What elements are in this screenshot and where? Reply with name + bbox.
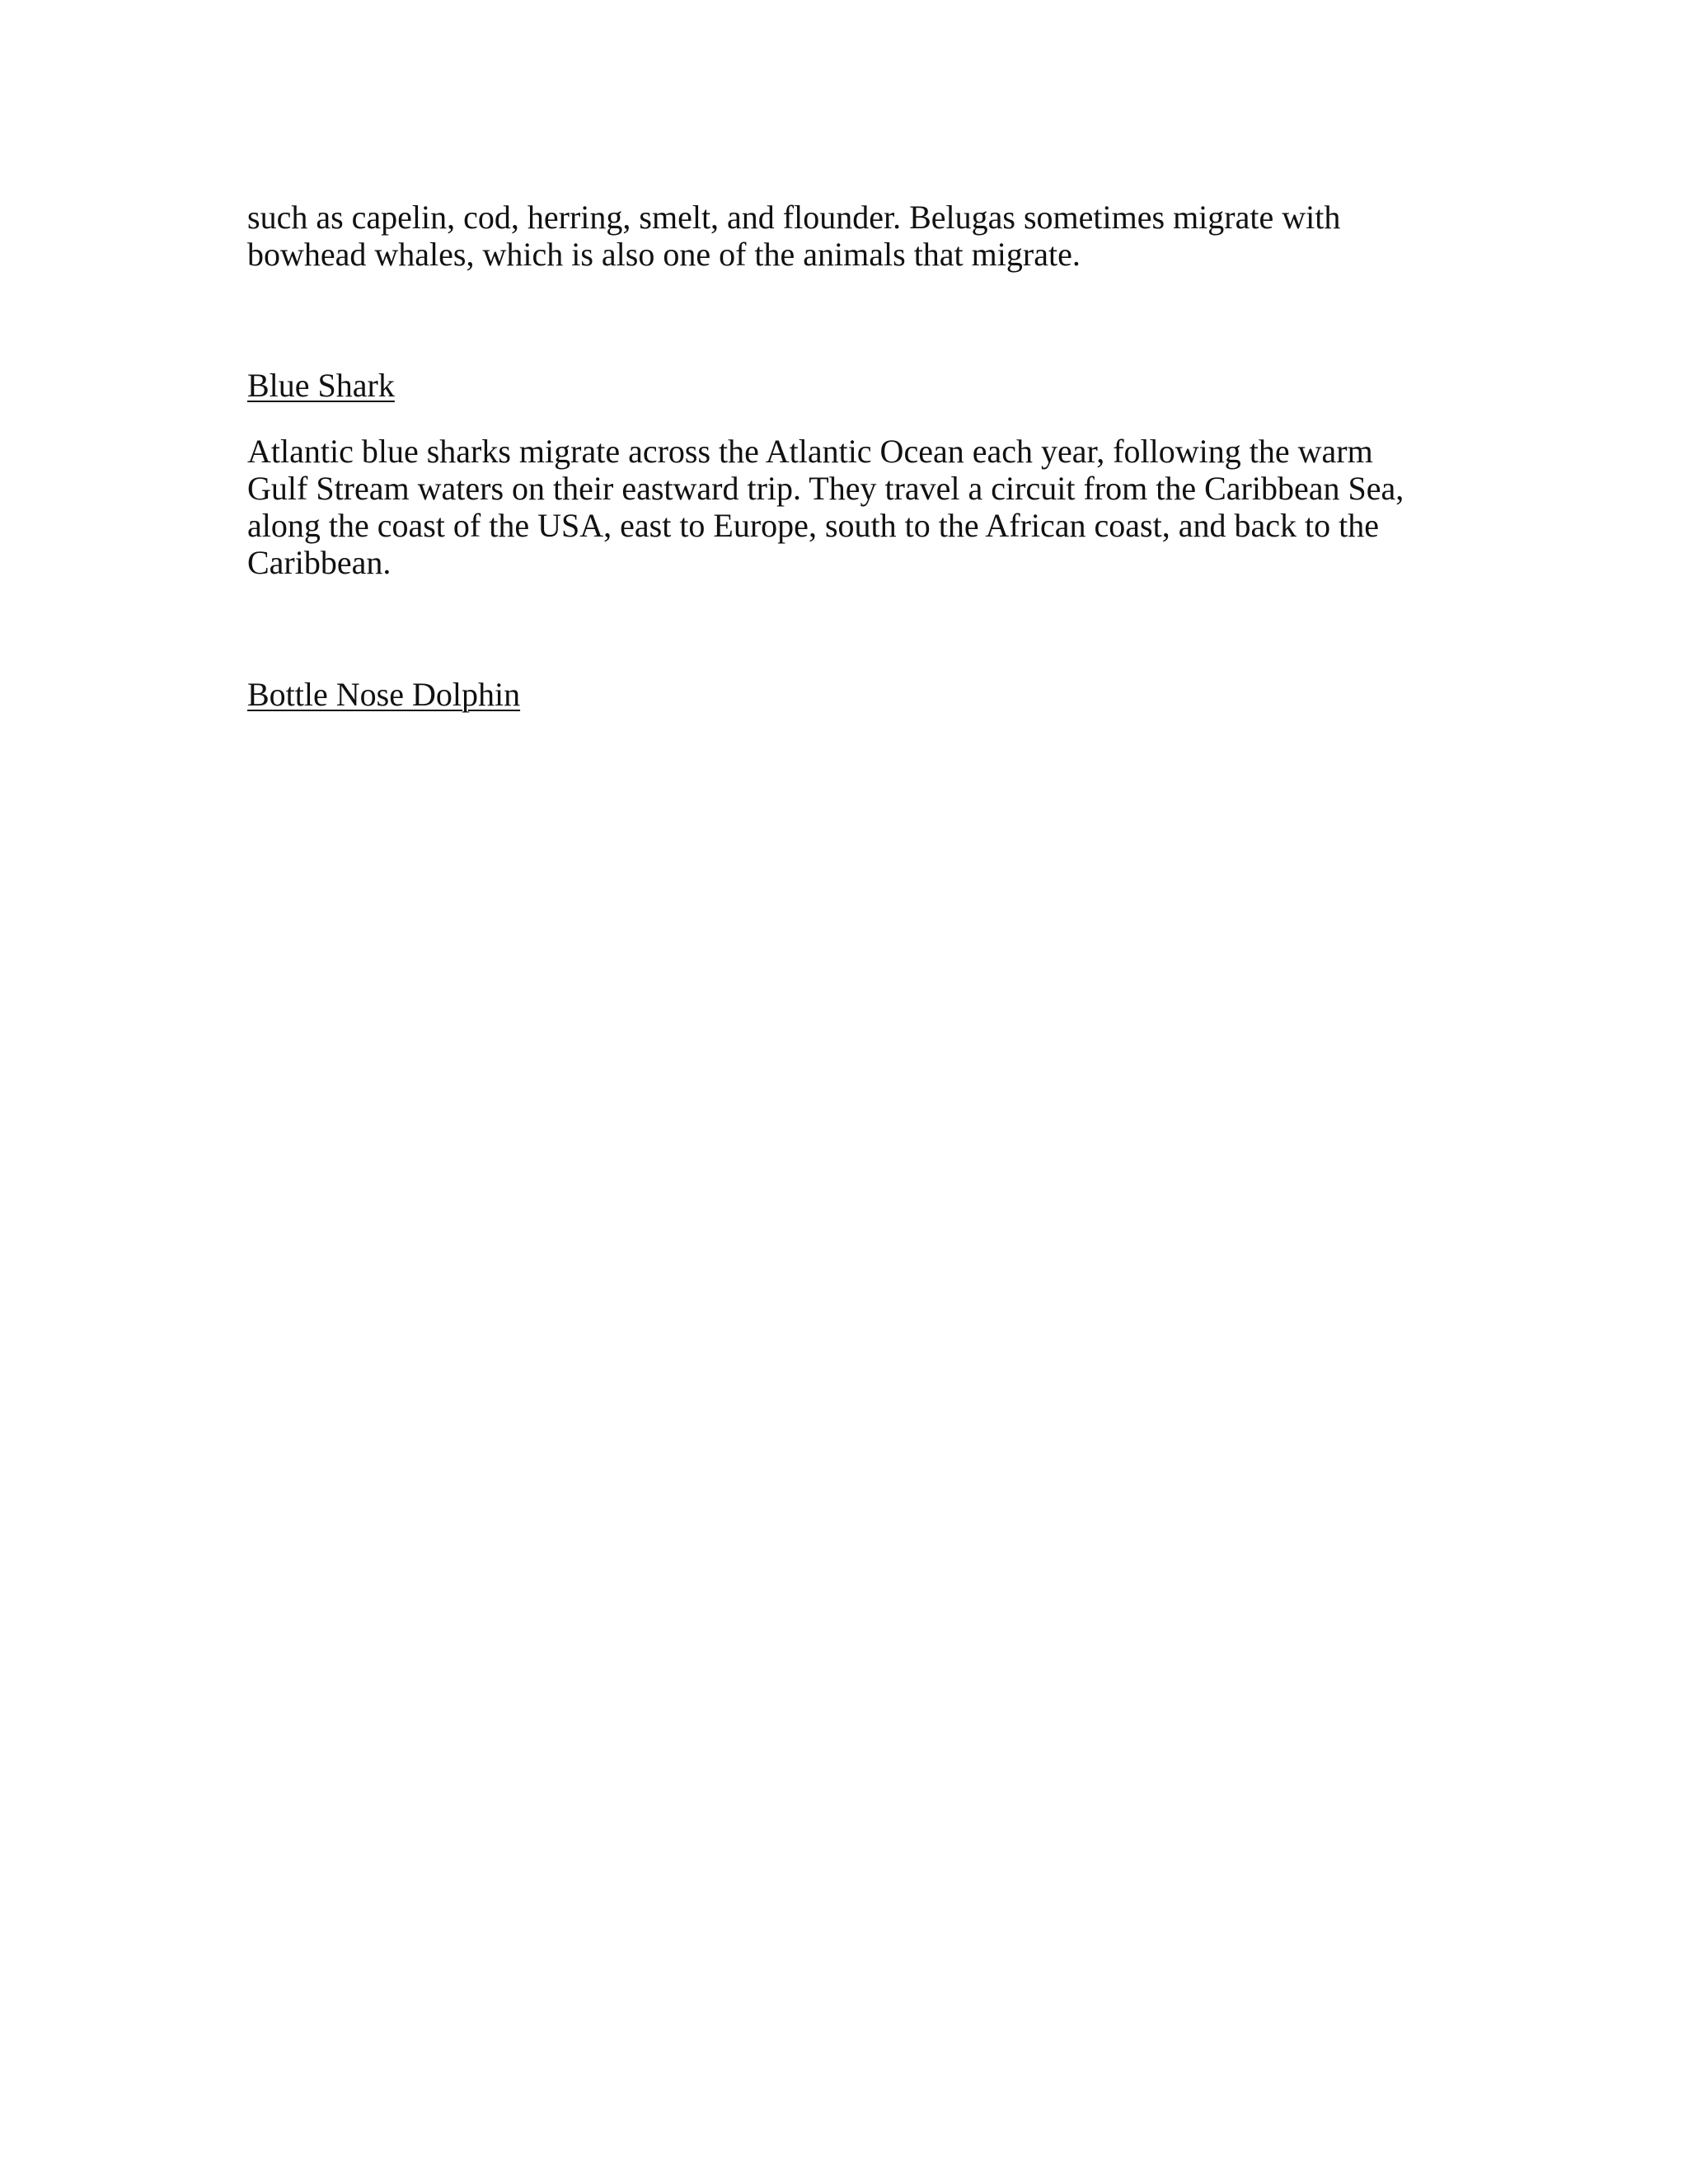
blue-shark-heading: Blue Shark <box>247 367 395 404</box>
paragraph-line: along the coast of the USA, east to Europe, south to the African coast, and back to the <box>247 507 1379 544</box>
beluga-paragraph <box>247 199 1442 273</box>
blue-shark-paragraph <box>247 433 1442 581</box>
bottle-nose-dolphin-heading: Bottle Nose Dolphin <box>247 676 521 713</box>
paragraph-line: bowhead whales, which is also one of the animals that migrate. <box>247 236 1081 273</box>
paragraph-line: Atlantic blue sharks migrate across the Atlantic Ocean each year, following the warm <box>247 433 1373 470</box>
paragraph-line: Gulf Stream waters on their eastward trip. They travel a circuit from the Caribbean Sea, <box>247 470 1404 507</box>
paragraph-line: such as capelin, cod, herring, smelt, and flounder. Belugas sometimes migrate with <box>247 199 1341 236</box>
paragraph-line: Caribbean. <box>247 544 392 581</box>
